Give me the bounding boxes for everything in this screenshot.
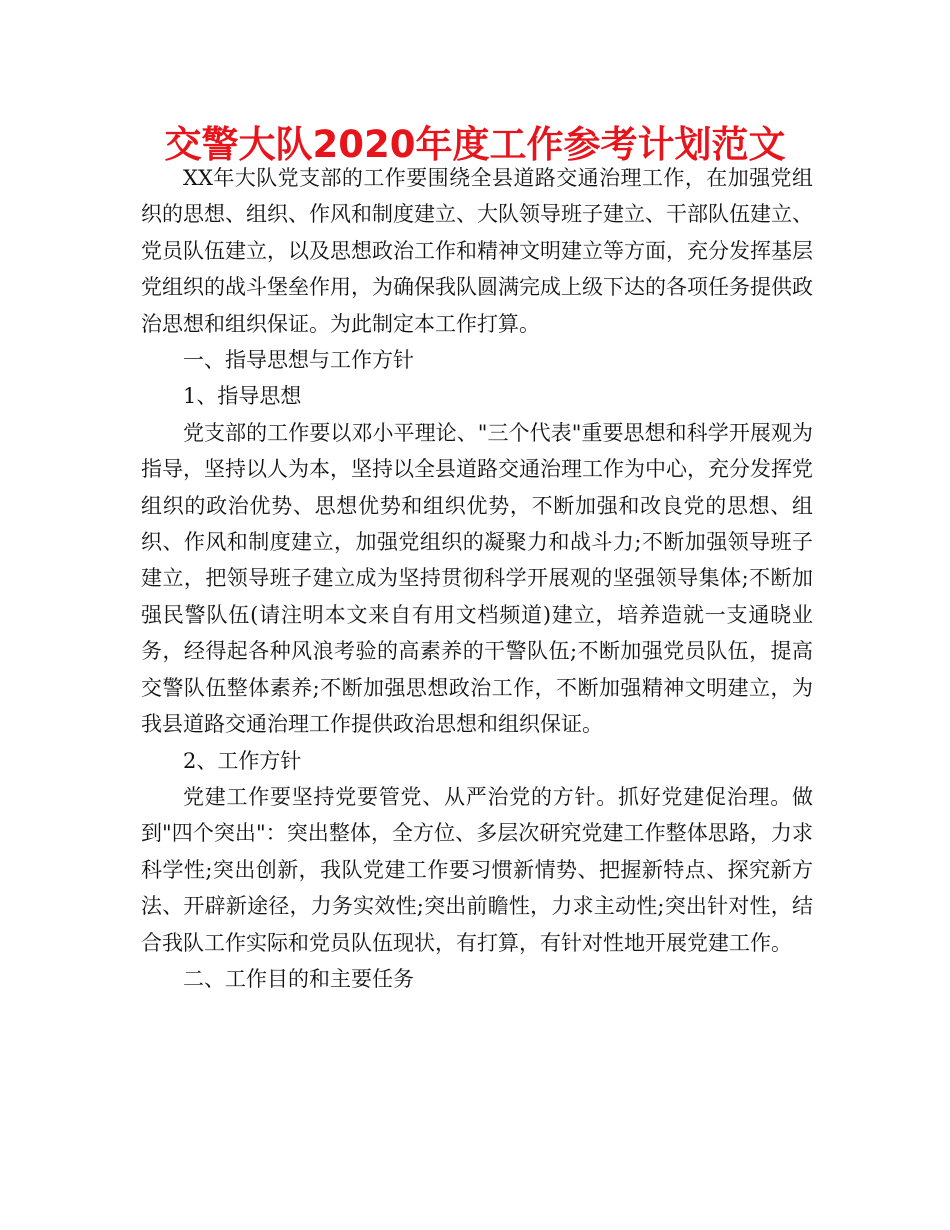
intro-paragraph: XX年大队党支部的工作要围绕全县道路交通治理工作，在加强党组织的思想、组织、作风和制度建立、大队领导班子建立、干部队伍建立、党员队伍建立，以及思想政治工作和精神文明建立等方面，充分发挥基层党组织的战斗堡垒作用，为确保我队圆满完成上级下达的各项任务提供政治思想和组织保证。为此制定本工作打算。 — [141, 166, 813, 336]
section-heading-goals-tasks: 二、工作目的和主要任务 — [183, 966, 414, 991]
subsection-heading-guiding-thought: 1、指导思想 — [183, 384, 302, 409]
document-body — [141, 160, 813, 997]
section-heading-guiding-principles: 一、指导思想与工作方针 — [183, 348, 414, 373]
document-title: 交警大队2020年度工作参考计划范文 — [164, 123, 786, 166]
work-policy-paragraph: 党建工作要坚持党要管党、从严治党的方针。抓好党建促治理。做到"四个突出"：突出整体，全方位、多层次研究党建工作整体思路，力求科学性;突出创新，我队党建工作要习惯新情势、把握新特点、探究新方法、开辟新途径，力务实效性;突出前瞻性，力求主动性;突出针对性，结合我队工作实际和党员队伍现状，有打算，有针对性地开展党建工作。 — [141, 784, 813, 955]
guiding-thought-paragraph: 党支部的工作要以邓小平理论、"三个代表"重要思想和科学开展观为指导，坚持以人为本，坚持以全县道路交通治理工作为中心，充分发挥党组织的政治优势、思想优势和组织优势，不断加强和改良党的思想、组织、作风和制度建立，加强党组织的凝聚力和战斗力;不断加强领导班子建立，把领导班子建立成为坚持贯彻科学开展观的坚强领导集体;不断加强民警队伍(请注明本文来自有用文档频道)建立，培养造就一支通晓业务，经得起各种风浪考验的高素养的干警队伍;不断加强党员队伍，提高交警队伍整体素养;不断加强思想政治工作，不断加强精神文明建立，为我县道路交通治理工作提供政治思想和组织保证。 — [141, 420, 813, 737]
subsection-heading-work-policy: 2、工作方针 — [183, 748, 302, 773]
